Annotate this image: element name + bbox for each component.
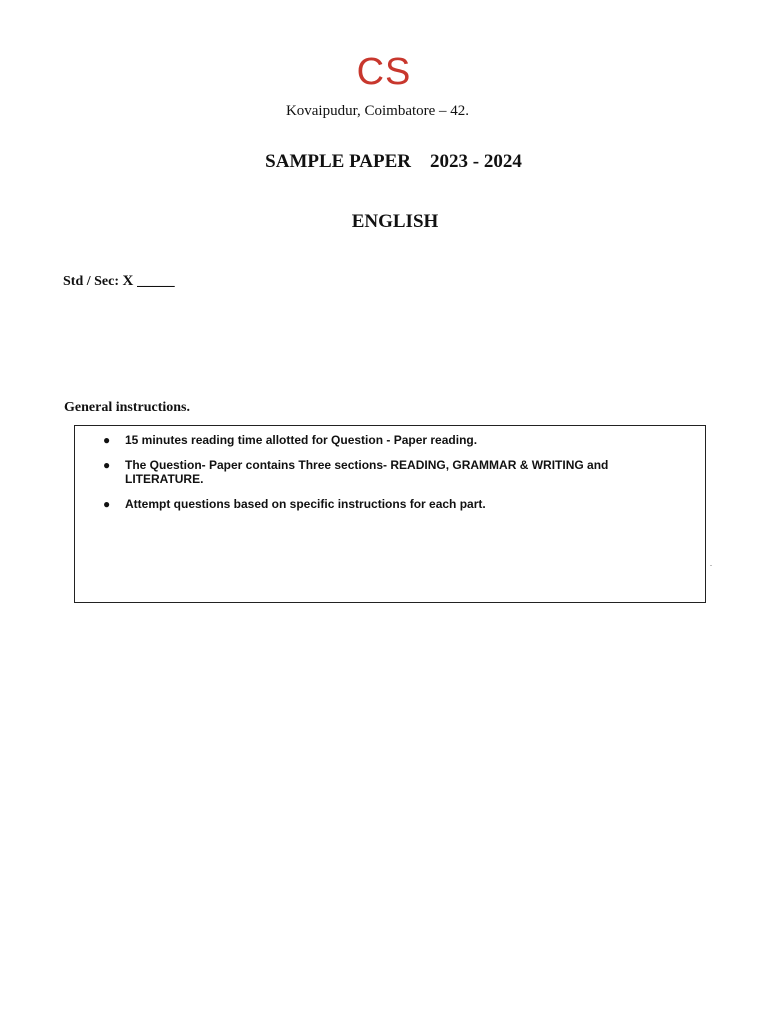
instruction-item: [103, 497, 683, 511]
std-section-value: X _____: [122, 273, 175, 289]
trailing-mark: .: [710, 559, 712, 568]
school-logo: CS: [356, 51, 412, 93]
instructions-list: [103, 433, 683, 522]
bullet-icon: ●: [103, 458, 111, 472]
instruction-text: 15 minutes reading time allotted for Question - Paper reading.: [125, 433, 478, 447]
instruction-text: The Question- Paper contains Three sections- READING, GRAMMAR & WRITING and LITERATURE.: [125, 458, 609, 486]
subject-title: ENGLISH: [351, 211, 439, 232]
general-instructions-heading: General instructions.: [64, 400, 190, 415]
bullet-icon: ●: [103, 433, 111, 447]
std-section-line: [63, 272, 175, 291]
instruction-text: Attempt questions based on specific instructions for each part.: [125, 497, 486, 511]
instructions-box: [74, 425, 706, 603]
std-section-label: Std / Sec:: [63, 274, 119, 289]
school-address: Kovaipudur, Coimbatore – 42.: [285, 103, 470, 119]
instruction-item: [103, 433, 683, 447]
paper-title: SAMPLE PAPER 2023 - 2024: [265, 151, 522, 172]
bullet-icon: ●: [103, 497, 111, 511]
instruction-item: [103, 458, 683, 486]
